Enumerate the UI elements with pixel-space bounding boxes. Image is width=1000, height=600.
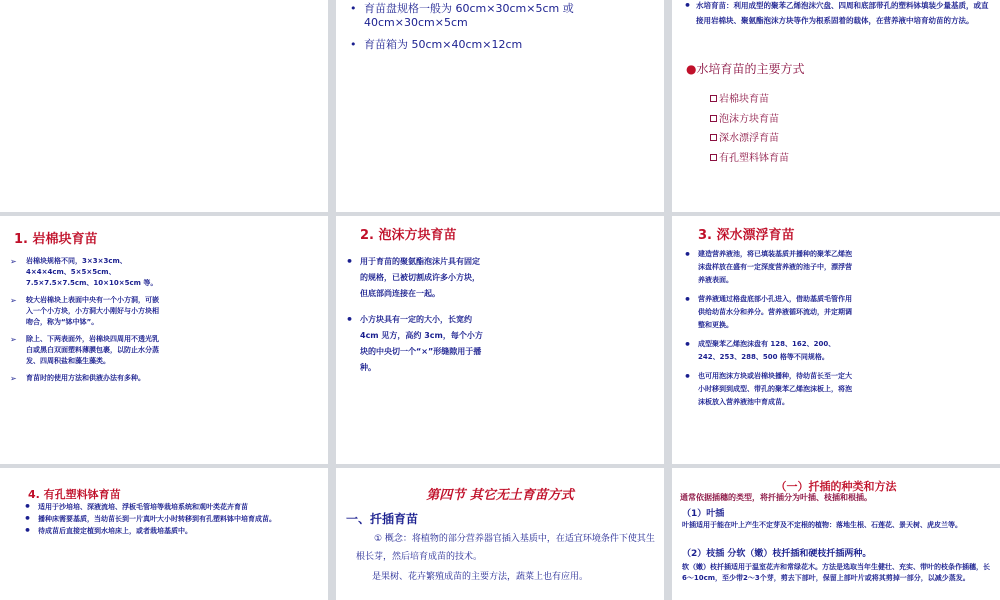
list-item: • 建造营养液池，将已填装基质并播种的聚苯乙烯泡沫盘样放在盛有一定深度营养液的池子中，漂浮营养液表面。 (682, 248, 852, 287)
section-title: 第四节 其它无土育苗方式 (426, 488, 574, 503)
checkbox-icon (710, 134, 717, 141)
list-item: • 成型聚苯乙烯泡沫盘有 128、162、200、242、253、288、500 格等不同规格。 (682, 338, 852, 364)
method-option-rockwool: 岩棉块育苗 (710, 90, 789, 110)
slide-thumbnail-9[interactable] (672, 468, 1000, 600)
slide-thumbnail-6[interactable] (672, 216, 1000, 464)
lead-text: 通常依据插穗的类型，将扦插分为叶插、枝插和根插。 (680, 493, 872, 502)
hydroponic-methods-heading: 水培育苗的主要方式 (696, 62, 805, 76)
list-item: ➢ 育苗时的使用方法和供液办法有多种。 (10, 373, 160, 384)
list-item: • 小方块具有一定的大小，长宽约 4cm 见方，高约 3cm，每个小方块的中央切一个“×”形缝隙用于播种。 (344, 312, 484, 376)
leaf-cutting-text: 叶插适用于能在叶上产生不定芽及不定根的植物：落地生根、石莲花、景天树、虎皮兰等。 (682, 521, 962, 529)
slide-title: 2. 泡沫方块育苗 (360, 228, 457, 243)
list-item: • 待成苗后直接定植到水培床上，或者栽培基质中。 (22, 526, 322, 536)
slide-thumbnail-7[interactable] (0, 468, 328, 600)
bullet-dot-icon: • (684, 0, 692, 12)
slide-title: 4. 有孔塑料钵育苗 (28, 488, 121, 501)
method-option-foam: 泡沫方块育苗 (710, 110, 789, 130)
checkbox-icon (710, 115, 717, 122)
application-paragraph: 是果树、花卉繁殖成苗的主要方法，蔬菜上也有应用。 (372, 572, 589, 582)
concept-paragraph: ① 概念：将植物的部分营养器官插入基质中，在适宜环境条件下使其生根长芽，然后培育成苗的技术。 (356, 534, 655, 562)
list-item: • 适用于沙培培、深液流培、浮板毛管培等栽培系统和观叶类花卉育苗 (22, 502, 322, 512)
list-item: • 也可用泡沫方块或岩棉块播种，待幼苗长至一定大小时移到到成型、带孔的聚苯乙烯泡沫板上，将泡沫板放入营养液池中育成苗。 (682, 370, 852, 409)
slide-thumbnail-8[interactable] (336, 468, 664, 600)
list-item: ➢ 岩棉块规格不同，3×3×3cm、4×4×4cm、5×5×5cm、7.5×7.5×7.5cm、10×10×5cm 等。 (10, 256, 160, 289)
slide-title: 3. 深水漂浮育苗 (698, 228, 795, 243)
tray-spec-item: • 育苗盘规格一般为 60cm×30cm×5cm 或 40cm×30cm×5cm (348, 2, 648, 30)
method-option-pot: 有孔塑料钵育苗 (710, 149, 789, 169)
slide-thumbnail-5[interactable] (336, 216, 664, 464)
box-spec-item: • 育苗箱为 50cm×40cm×12cm (348, 38, 648, 52)
subsection-heading: 一、扦插育苗 (346, 512, 419, 526)
slide-thumbnail-3[interactable] (672, 0, 1000, 212)
list-item: • 营养液通过格盘底部小孔进入，借助基质毛管作用供给幼苗水分和养分。营养液循环流动，并定期调整和更换。 (682, 293, 852, 332)
method-option-float: 深水漂浮育苗 (710, 129, 789, 149)
list-item: • 用于育苗的聚氨酯泡沫片具有固定的规格，已被切割成许多小方块，但底部尚连接在一起。 (344, 254, 484, 302)
red-bullet-icon: ● (686, 62, 697, 76)
checkbox-icon (710, 95, 717, 102)
slide-thumbnail-2[interactable] (336, 0, 664, 212)
slide-thumbnail-1[interactable] (0, 0, 328, 212)
slide-title: 1. 岩棉块育苗 (14, 232, 98, 247)
slide-title: （一）扦插的种类和方法 (775, 480, 897, 493)
stem-cutting-text: 软（嫩）枝扦插适用于温室花卉和常绿花木。方法是选取当年生健壮、充实、带叶的枝条作插穗，长6～10cm，至少带2～3个芽，剪去下部叶，保留上部叶片或将其剪掉一部分，以减少蒸发。 (682, 563, 990, 582)
stem-cutting-heading: （2）枝插 分软（嫩）枝扦插和硬枝扦插两种。 (682, 549, 872, 559)
slide-thumbnail-4[interactable] (0, 216, 328, 464)
list-item: ➢ 较大岩棉块上表面中央有一个小方洞，可嵌入一个小方块，小方洞大小刚好与小方块相吻合，称为“钵中钵”。 (10, 295, 160, 328)
checkbox-icon (710, 154, 717, 161)
list-item: ➢ 除上、下两表面外，岩棉块四周用不透光乳白或黑白双面塑料薄膜包裹，以防止水分蒸发、四周积盐和藻生藻类。 (10, 334, 160, 367)
leaf-cutting-heading: （1）叶插 (682, 509, 725, 519)
list-item: • 播种床需要基质，当幼苗长到一片真叶大小时转移到有孔塑料钵中培育成苗。 (22, 514, 322, 524)
hydroponic-definition: 水培育苗：利用成型的聚苯乙烯泡沫穴盘、四周和底部带孔的塑料钵填装少量基质，或直接用岩棉块、聚氨酯泡沫方块等作为根系固着的载体，在营养液中培育幼苗的方法。 (696, 1, 989, 25)
